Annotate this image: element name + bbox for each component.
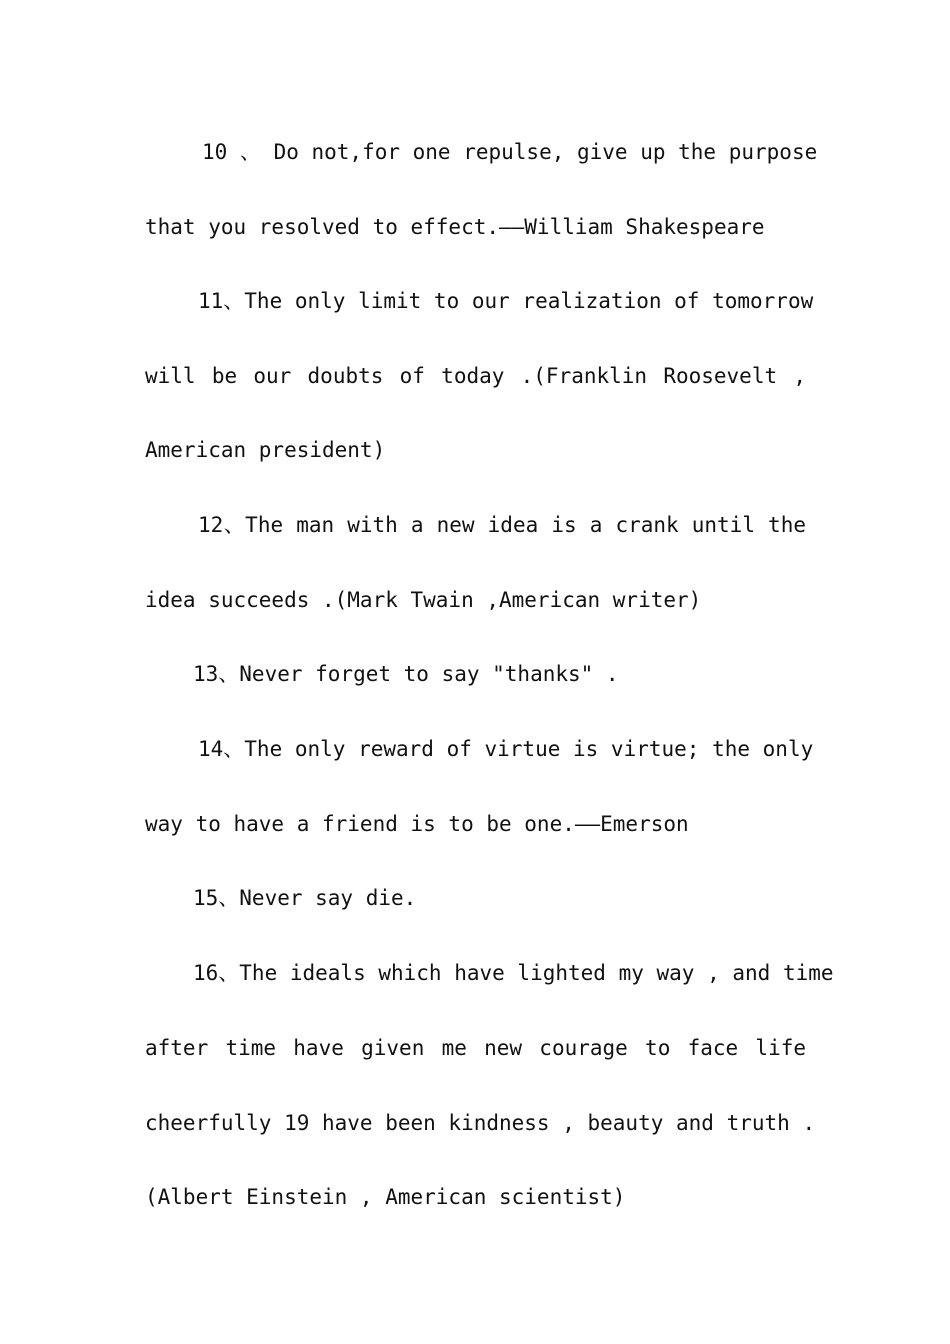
quote-11-line-2: will be our doubts of today .(Franklin Roosevelt , (145, 364, 806, 388)
quote-15-line-1: 15、Never say die. (193, 886, 417, 910)
quote-12-line-1: 12、The man with a new idea is a crank until the (198, 513, 806, 537)
quote-16-line-1: 16、The ideals which have lighted my way , and time (193, 961, 834, 985)
quote-14-line-1: 14、The only reward of virtue is virtue; the only (198, 737, 814, 761)
quote-14-line-2: way to have a friend is to be one.——Emerson (145, 812, 689, 836)
quote-11-line-1: 11、The only limit to our realization of tomorrow (198, 289, 814, 313)
quote-13-line-1: 13、Never forget to say "thanks" . (193, 662, 619, 686)
quote-10-line-2: that you resolved to effect.——William Shakespeare (145, 215, 765, 239)
quote-12-line-2: idea succeeds .(Mark Twain ,American writer) (145, 588, 702, 612)
quote-16-line-3: cheerfully 19 have been kindness , beauty and truth . (145, 1111, 816, 1135)
quote-11-line-3: American president) (145, 438, 386, 462)
quote-10-line-1: 10 、 Do not,for one repulse, give up the purpose (202, 140, 818, 164)
quote-16-line-4: (Albert Einstein , American scientist) (145, 1185, 626, 1209)
quote-16-line-2: after time have given me new courage to face life (145, 1036, 806, 1060)
